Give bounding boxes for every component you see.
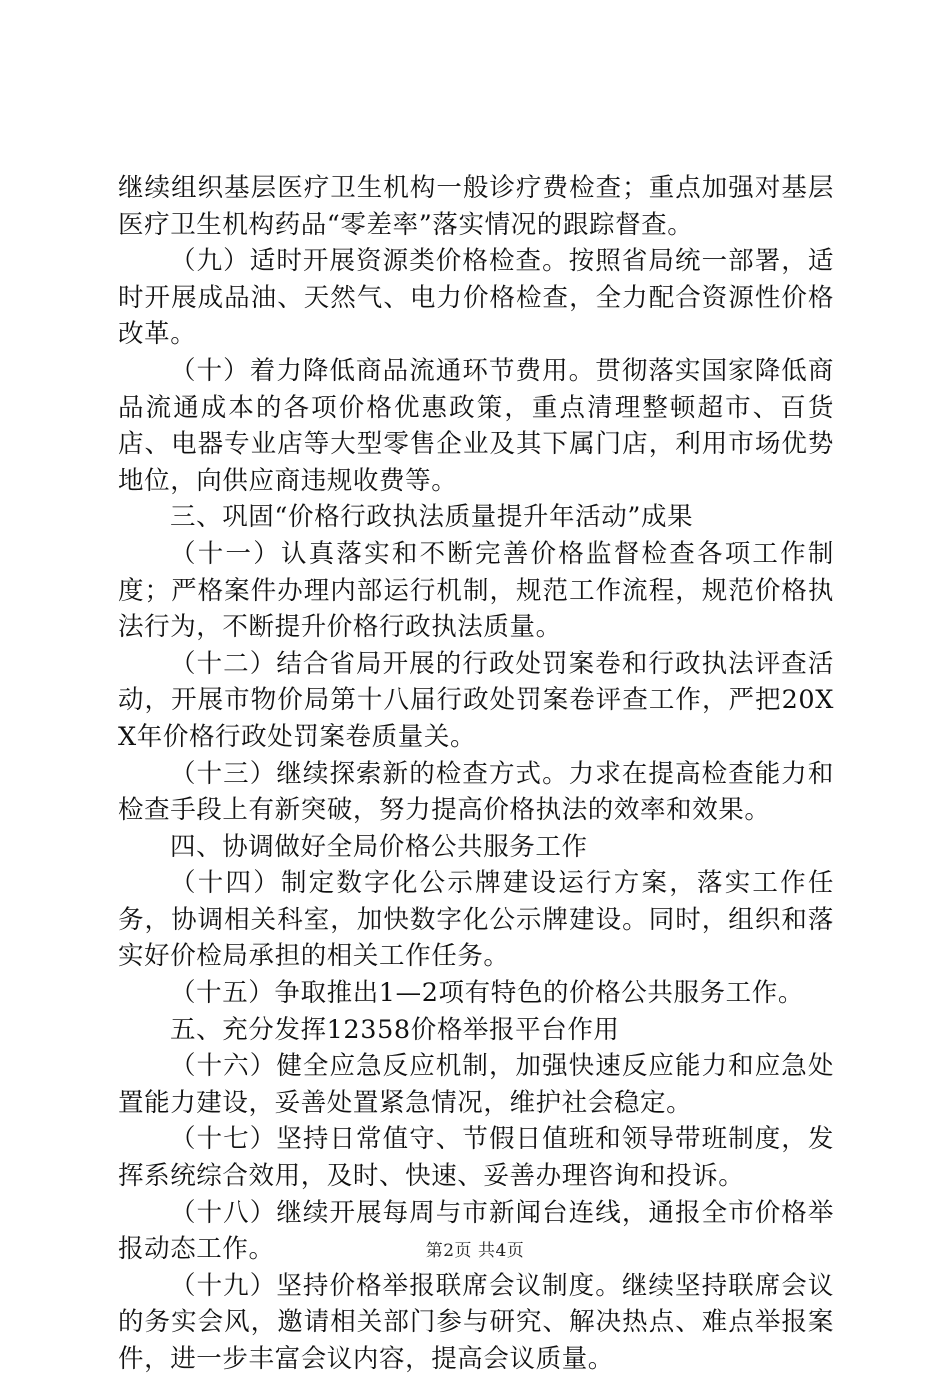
paragraph-9: （十四）制定数字化公示牌建设运行方案，落实工作任务，协调相关科室，加快数字化公示牌建设。同时，组织和落实好价检局承担的相关工作任务。 xyxy=(118,868,834,972)
page-number-footer: 第2页 共4页 xyxy=(425,1241,525,1261)
paragraph-10: （十五）争取推出1—2项有特色的价格公共服务工作。 xyxy=(170,978,804,1009)
paragraph-1: 继续组织基层医疗卫生机构一般诊疗费检查；重点加强对基层医疗卫生机构药品“零差率”落实情况的跟踪督查。 xyxy=(118,173,834,240)
paragraph-12: （十六）健全应急反应机制，加强快速反应能力和应急处置能力建设，妥善处置紧急情况，维护社会稳定。 xyxy=(118,1051,834,1118)
paragraph-3: （十）着力降低商品流通环节费用。贯彻落实国家降低商品流通成本的各项价格优惠政策，重点清理整顿超市、百货店、电器专业店等大型零售企业及其下属门店，利用市场优势地位，向供应商违规收费等。 xyxy=(118,355,834,496)
paragraph-14: （十八）继续开展每周与市新闻台连线，通报全市价格举报动态工作。 xyxy=(118,1197,834,1265)
paragraph-15: （十九）坚持价格举报联席会议制度。继续坚持联席会议的务实会风，邀请相关部门参与研究、解决热点、难点举报案件，进一步丰富会议内容，提高会议质量。 xyxy=(118,1270,834,1374)
paragraph-2: （九）适时开展资源类价格检查。按照省局统一部署，适时开展成品油、天然气、电力价格检查，全力配合资源性价格改革。 xyxy=(118,246,834,350)
paragraph-6: （十二）结合省局开展的行政处罚案卷和行政执法评查活动，开展市物价局第十八届行政处罚案卷评查工作，严把20XX年价格行政处罚案卷质量关。 xyxy=(118,648,834,752)
section-heading-3: 三、巩固“价格行政执法质量提升年活动”成果 xyxy=(170,502,694,533)
paragraph-13: （十七）坚持日常值守、节假日值班和领导带班制度，发挥系统综合效用，及时、快速、妥善办理咨询和投诉。 xyxy=(118,1124,834,1192)
section-heading-4: 四、协调做好全局价格公共服务工作 xyxy=(170,831,588,862)
document-body xyxy=(118,170,834,1378)
section-heading-5: 五、充分发挥12358价格举报平台作用 xyxy=(170,1014,620,1045)
paragraph-5: （十一）认真落实和不断完善价格监督检查各项工作制度；严格案件办理内部运行机制，规范工作流程，规范价格执法行为，不断提升价格行政执法质量。 xyxy=(118,538,834,643)
paragraph-7: （十三）继续探索新的检查方式。力求在提高检查能力和检查手段上有新突破，努力提高价格执法的效率和效果。 xyxy=(118,758,834,826)
